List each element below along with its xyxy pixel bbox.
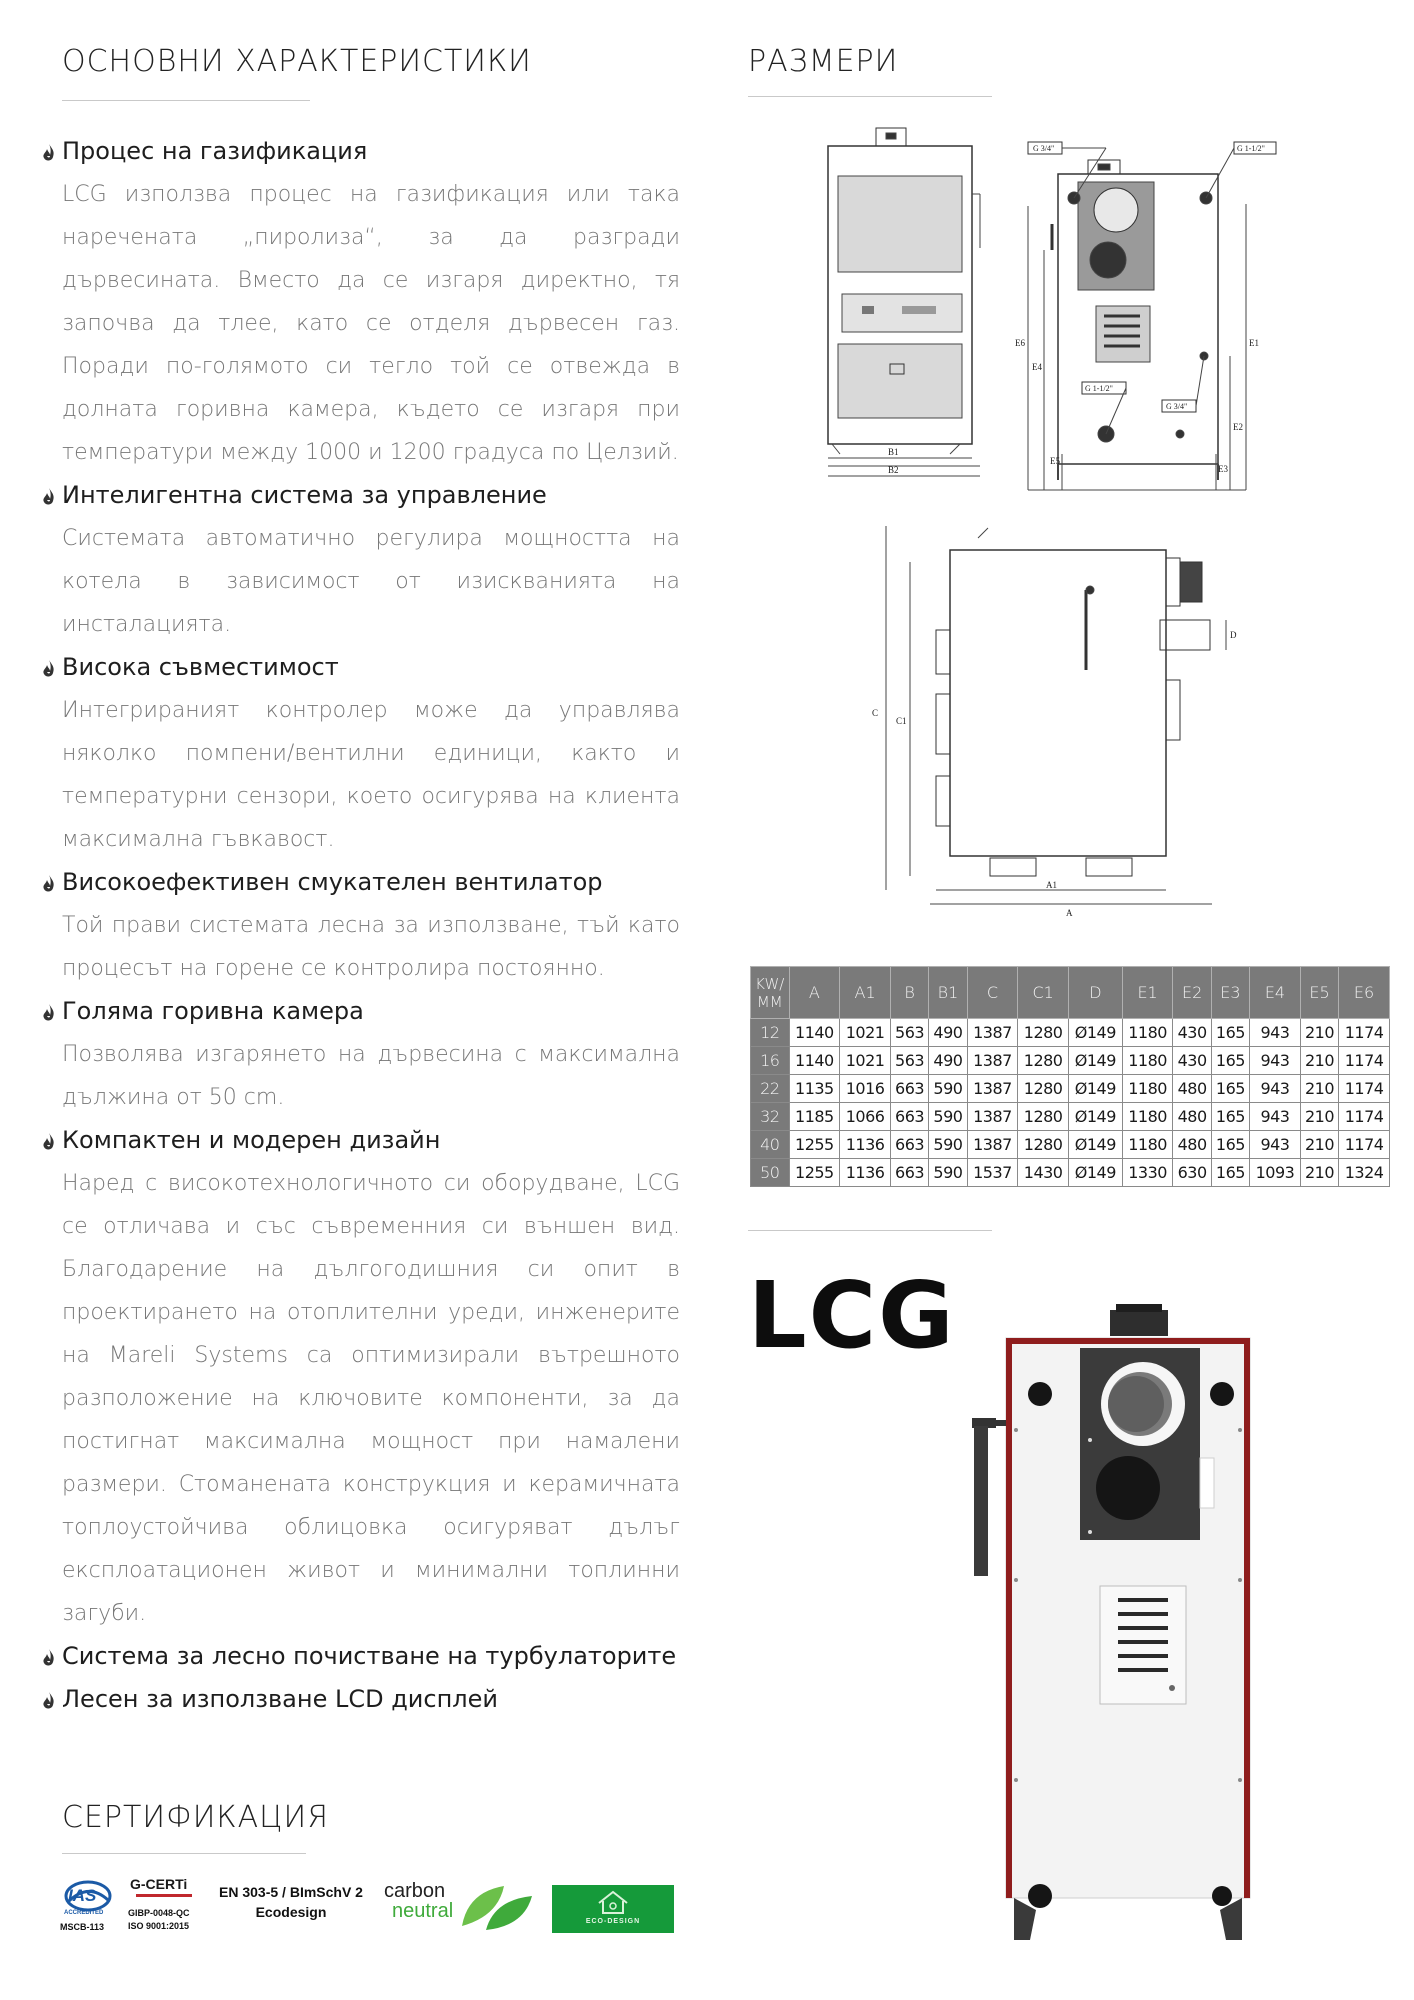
table-cell: 210	[1300, 1019, 1338, 1047]
table-cell: 210	[1300, 1103, 1338, 1131]
table-cell: 943	[1250, 1131, 1301, 1159]
table-cell: 1387	[967, 1103, 1018, 1131]
ias-logo	[58, 1876, 118, 1938]
label-c: C	[872, 708, 879, 718]
table-cell: 1280	[1018, 1047, 1069, 1075]
features-title-rule	[62, 100, 310, 101]
table-bottom-rule	[748, 1230, 992, 1231]
table-cell-power: 32	[751, 1103, 790, 1131]
feature-heading-row	[38, 861, 680, 904]
table-cell: 663	[890, 1075, 928, 1103]
front-view	[828, 128, 980, 476]
feature-heading: Лесен за използване LCD дисплей	[62, 1685, 498, 1713]
label-d: D	[1230, 630, 1237, 640]
label-b1: B1	[888, 447, 899, 457]
table-cell: 563	[890, 1047, 928, 1075]
table-cell: 1174	[1339, 1103, 1390, 1131]
table-header: E1	[1122, 967, 1173, 1019]
table-header: C1	[1018, 967, 1069, 1019]
table-cell: 1174	[1339, 1075, 1390, 1103]
flame-bullet-icon	[38, 142, 60, 164]
flue-cap	[1110, 1310, 1168, 1336]
table-cell: 165	[1211, 1103, 1249, 1131]
table-cell: 1136	[840, 1159, 891, 1187]
table-cell: 663	[890, 1131, 928, 1159]
table-cell: 1066	[840, 1103, 891, 1131]
table-cell: Ø149	[1068, 1075, 1122, 1103]
table-cell-power: 12	[751, 1019, 790, 1047]
table-cell: 1387	[967, 1047, 1018, 1075]
table-cell: 1330	[1122, 1159, 1173, 1187]
table-cell: 1280	[1018, 1131, 1069, 1159]
table-cell: 663	[890, 1103, 928, 1131]
label-e2: E2	[1233, 422, 1243, 432]
table-header: A1	[840, 967, 891, 1019]
feature-item	[38, 861, 680, 990]
eco-label: ECO-DESIGN	[585, 1918, 641, 1925]
feature-description: Системата автоматично регулира мощността на котела в зависимост от изискванията на инсталацията.	[62, 526, 680, 637]
table-header: E3	[1211, 967, 1249, 1019]
table-cell: 630	[1173, 1159, 1211, 1187]
table-cell: 1180	[1122, 1075, 1173, 1103]
table-cell: 1430	[1018, 1159, 1069, 1187]
feature-heading-row	[38, 646, 680, 689]
table-cell: 165	[1211, 1075, 1249, 1103]
ias-code: MSCB-113	[60, 1922, 105, 1932]
table-header: B	[890, 967, 928, 1019]
feature-heading: Система за лесно почистване на турбулаторите	[62, 1642, 677, 1670]
label-g34-top: G 3/4"	[1033, 144, 1055, 153]
table-cell: 590	[929, 1131, 967, 1159]
table-row	[751, 1159, 1390, 1187]
table-header-kw-mm	[751, 967, 790, 1019]
standard-line1: EN 303-5 / BImSchV 2	[219, 1884, 363, 1900]
table-cell: 165	[1211, 1159, 1249, 1187]
table-cell-power: 16	[751, 1047, 790, 1075]
flame-bullet-icon	[38, 486, 60, 508]
feature-description: Наред с високотехнологичното си оборудване, LCG се отличава и със съвременния си външен вид. Благодарение на дългогодишния си опит в проектирането на отоплителни уреди, инженерите на Mareli Systems са оптимизирали вътрешното разположение на ключовите компоненти, за да постигнат максимална мощност при намалени размери. Стоманената конструкция и керамичната топлоустойчива облицовка осигуряват дълъг експлоатационен живот и минимални топлинни загуби.	[62, 1171, 680, 1626]
flame-bullet-icon	[38, 873, 60, 895]
right-red-edge	[1244, 1338, 1250, 1898]
standard-line2: Ecodesign	[255, 1904, 327, 1920]
feature-heading-row	[38, 474, 680, 517]
table-cell: 1093	[1250, 1159, 1301, 1187]
label-a: A	[1066, 908, 1073, 918]
header-mm: MM	[756, 992, 783, 1011]
table-cell: 1387	[967, 1019, 1018, 1047]
feature-description: Позволява изгарянето на дървесина с максимална дължина от 50 cm.	[62, 1042, 680, 1110]
feature-description: Той прави системата лесна за използване, тъй като процесът на горене се контролира постоянно.	[62, 913, 680, 981]
table-cell: 590	[929, 1159, 967, 1187]
feature-heading-row	[38, 1119, 680, 1162]
table-cell: 1324	[1339, 1159, 1390, 1187]
label-b2: B2	[888, 465, 899, 475]
table-cell: 1280	[1018, 1019, 1069, 1047]
table-cell: 1180	[1122, 1131, 1173, 1159]
table-cell: 1180	[1122, 1103, 1173, 1131]
table-cell: 943	[1250, 1103, 1301, 1131]
table-cell: 943	[1250, 1075, 1301, 1103]
certification-title: СЕРТИФИКАЦИЯ	[62, 1800, 329, 1835]
feature-heading: Голяма горивна камера	[62, 997, 364, 1025]
gcert-name: G-CERTi	[130, 1876, 188, 1892]
feature-heading-row	[38, 130, 680, 173]
carbon-line1: carbon	[384, 1880, 446, 1902]
table-cell: Ø149	[1068, 1159, 1122, 1187]
product-name: LCG	[748, 1262, 956, 1369]
label-g112-top: G 1-1/2"	[1237, 144, 1265, 153]
flame-bullet-icon	[38, 1690, 60, 1712]
table-header: C	[967, 967, 1018, 1019]
table-cell: 1255	[789, 1131, 840, 1159]
side-bracket	[1200, 1458, 1214, 1508]
table-row	[751, 1047, 1390, 1075]
table-header: E4	[1250, 967, 1301, 1019]
table-cell: 490	[929, 1019, 967, 1047]
table-cell: 165	[1211, 1131, 1249, 1159]
feature-description: LCG използва процес на газификация или така наречената „пиролиза“, за да разгради дървесината. Вместо да се изгаря директно, тя започва да тлее, като се отделя дървесен газ. Поради по-голямото си тегло той се отвежда в долната горивна камера, където се изгаря при температури между 1000 и 1200 градуса по Целзий.	[62, 182, 680, 465]
table-cell: 590	[929, 1075, 967, 1103]
table-cell: 943	[1250, 1047, 1301, 1075]
table-cell: 1174	[1339, 1131, 1390, 1159]
pipe-fitting-bottom-left-icon	[1028, 1884, 1052, 1908]
ias-name: IAS	[68, 1886, 97, 1905]
table-row	[751, 1075, 1390, 1103]
table-row	[751, 1019, 1390, 1047]
table-row	[751, 1131, 1390, 1159]
flame-bullet-icon	[38, 1131, 60, 1153]
table-cell: 430	[1173, 1019, 1211, 1047]
pipe-fitting-bottom-right-icon	[1212, 1886, 1232, 1906]
label-e5: E5	[1050, 456, 1060, 466]
table-cell-power: 40	[751, 1131, 790, 1159]
gcert-line1: GIBP-0048-QC	[128, 1908, 190, 1918]
dimensions-title-rule	[748, 96, 992, 97]
feature-item	[38, 990, 680, 1119]
table-cell: 1021	[840, 1047, 891, 1075]
table-header: E6	[1339, 967, 1390, 1019]
flame-bullet-icon	[38, 1647, 60, 1669]
feature-item	[38, 646, 680, 861]
table-cell: 210	[1300, 1131, 1338, 1159]
carbon-neutral-logo	[384, 1878, 540, 1940]
table-cell: 1174	[1339, 1019, 1390, 1047]
feature-heading: Високоефективен смукателен вентилатор	[62, 868, 603, 896]
eco-house-icon	[593, 1889, 633, 1915]
table-cell: 1136	[840, 1131, 891, 1159]
header-kw: KW/	[755, 974, 785, 993]
eco-design-logo	[552, 1885, 674, 1933]
table-header: D	[1068, 967, 1122, 1019]
table-cell: 165	[1211, 1019, 1249, 1047]
fan-opening-icon	[1096, 1456, 1160, 1520]
label-e3: E3	[1218, 464, 1228, 474]
table-cell: 165	[1211, 1047, 1249, 1075]
table-cell: 1140	[789, 1019, 840, 1047]
feature-description: Интегрираният контролер може да управлява няколко помпени/вентилни единици, както и температурни сензори, което осигурява на клиента максимална гъвкавост.	[62, 698, 680, 852]
feature-item	[38, 130, 680, 474]
label-g34-bottom: G 3/4"	[1166, 402, 1188, 411]
label-e6: E6	[1015, 338, 1025, 348]
table-cell: 1016	[840, 1075, 891, 1103]
table-cell: Ø149	[1068, 1047, 1122, 1075]
table-header-row	[751, 967, 1390, 1019]
label-a1: A1	[1046, 880, 1057, 890]
table-header: B1	[929, 967, 967, 1019]
table-cell: 490	[929, 1047, 967, 1075]
table-cell: 210	[1300, 1159, 1338, 1187]
table-cell: 943	[1250, 1019, 1301, 1047]
pipe-fitting-top-right-icon	[1210, 1382, 1234, 1406]
label-e4: E4	[1032, 362, 1042, 372]
carbon-line2: neutral	[392, 1900, 454, 1922]
feature-item	[38, 1678, 680, 1721]
table-cell: 1174	[1339, 1047, 1390, 1075]
feature-item	[38, 1119, 680, 1635]
table-cell: 210	[1300, 1075, 1338, 1103]
table-cell: 1280	[1018, 1103, 1069, 1131]
gcert-line2: ISO 9001:2015	[128, 1921, 190, 1931]
table-cell: 1537	[967, 1159, 1018, 1187]
table-cell: Ø149	[1068, 1019, 1122, 1047]
table-cell: 1387	[967, 1131, 1018, 1159]
side-view	[886, 526, 1226, 904]
left-red-edge	[1006, 1338, 1012, 1898]
table-cell: 1021	[840, 1019, 891, 1047]
table-row	[751, 1103, 1390, 1131]
table-cell: 1387	[967, 1075, 1018, 1103]
certification-title-rule	[62, 1853, 306, 1854]
table-cell: 1140	[789, 1047, 840, 1075]
feature-heading-row	[38, 1678, 680, 1721]
label-e1: E1	[1249, 338, 1259, 348]
feature-heading-row	[38, 990, 680, 1033]
table-header: E5	[1300, 967, 1338, 1019]
dimension-drawing	[800, 120, 1360, 940]
table-cell: 1135	[789, 1075, 840, 1103]
features-list	[38, 130, 680, 1721]
table-cell: 663	[890, 1159, 928, 1187]
rear-view	[1028, 142, 1276, 490]
table-cell-power: 22	[751, 1075, 790, 1103]
feature-heading: Процес на газификация	[62, 137, 368, 165]
feature-item	[38, 1635, 680, 1678]
table-cell: Ø149	[1068, 1103, 1122, 1131]
leaf-icon	[458, 1878, 538, 1934]
feature-heading: Висока съвместимост	[62, 653, 339, 681]
table-header: A	[789, 967, 840, 1019]
table-body	[751, 1019, 1390, 1187]
table-cell: 480	[1173, 1131, 1211, 1159]
label-g112-bottom: G 1-1/2"	[1085, 384, 1113, 393]
feature-heading: Компактен и модерен дизайн	[62, 1126, 441, 1154]
table-cell: 480	[1173, 1075, 1211, 1103]
handle-bar	[974, 1426, 988, 1576]
flame-bullet-icon	[38, 1002, 60, 1024]
dimensions-table	[750, 966, 1390, 1187]
table-cell: 210	[1300, 1047, 1338, 1075]
table-header: E2	[1173, 967, 1211, 1019]
product-image	[960, 1300, 1280, 1960]
dimensions-title: РАЗМЕРИ	[748, 44, 899, 79]
table-cell: 1180	[1122, 1019, 1173, 1047]
feature-heading: Интелигентна система за управление	[62, 481, 547, 509]
gcert-bar	[136, 1894, 192, 1897]
table-cell: 430	[1173, 1047, 1211, 1075]
table-cell: 1255	[789, 1159, 840, 1187]
feature-item	[38, 474, 680, 646]
table-cell: 1280	[1018, 1075, 1069, 1103]
table-cell: 480	[1173, 1103, 1211, 1131]
ias-sub: ACCREDITED	[64, 1910, 104, 1916]
standard-block	[206, 1882, 376, 1922]
gcert-logo	[126, 1876, 206, 1938]
label-c1: C1	[896, 716, 907, 726]
feature-heading-row	[38, 1635, 680, 1678]
flame-bullet-icon	[38, 658, 60, 680]
pipe-fitting-top-left-icon	[1028, 1382, 1052, 1406]
table-cell: 1185	[789, 1103, 840, 1131]
features-title: ОСНОВНИ ХАРАКТЕРИСТИКИ	[62, 44, 532, 79]
table-cell: 1180	[1122, 1047, 1173, 1075]
table-cell: 563	[890, 1019, 928, 1047]
table-cell: 590	[929, 1103, 967, 1131]
table-cell: Ø149	[1068, 1131, 1122, 1159]
table-cell-power: 50	[751, 1159, 790, 1187]
